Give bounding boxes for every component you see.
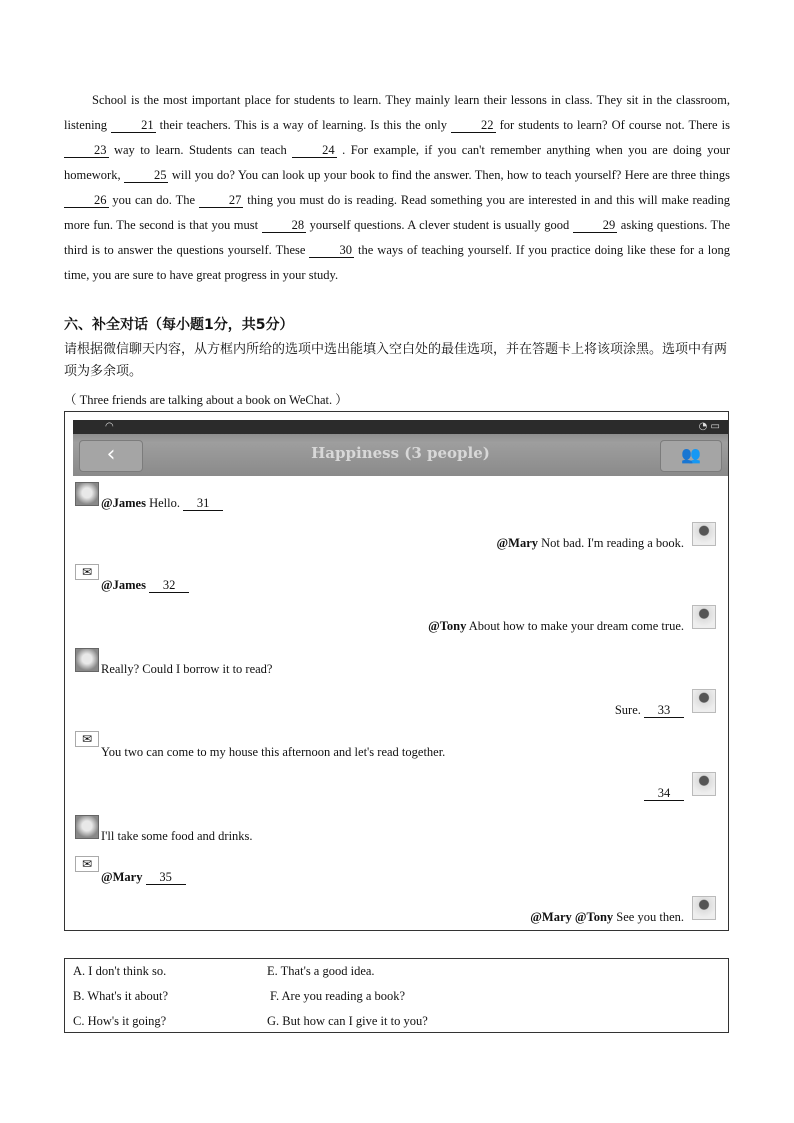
chat-message: Really? Could I borrow it to read? [101, 662, 273, 676]
blank-24: 24 [292, 143, 337, 158]
chat-message: @Mary Not bad. I'm reading a book. [496, 536, 684, 550]
avatar-tony-icon [692, 772, 716, 796]
blank-27: 27 [199, 193, 244, 208]
blank-23: 23 [64, 143, 109, 158]
avatar-james-icon [75, 482, 99, 506]
mention: @Tony [428, 619, 467, 633]
chat-header [73, 420, 728, 476]
wechat-screenshot [64, 411, 729, 931]
avatar-tony-icon [692, 605, 716, 629]
chat-message: I'll take some food and drinks. [101, 829, 253, 843]
options-box [64, 958, 729, 1033]
blank-21: 21 [111, 118, 156, 133]
option-a: A. I don't think so. [73, 964, 167, 978]
chat-message: @James Hello. 31 [101, 496, 223, 511]
chat-message: @Tony About how to make your dream come true. [428, 619, 684, 633]
avatar-tony-icon [692, 896, 716, 920]
section-instructions: 请根据微信聊天内容，从方框内所给的选项中选出能填入空白处的最佳选项，并在答题卡上将该项涂黑。选项中有两项为多余项。 [64, 342, 728, 379]
passage-paragraph: School is the most important place for students to learn. They mainly learn their lessons in class. They sit in the classroom, listening 21 their teachers. This is a way of learning. Is this the only 22 for students to learn? Of course not. There is 23 way to learn. Students can teach 24 . For example, if you can't remember anything when you are doing your homework, 25 will you do? You can look up your book to find the answer. Then, how to teach yourself? Here are three things 26 you can do. The 27 thing you must do is reading. Read something you are interested in and this will make reading more fun. The second is that you must 28 yourself questions. A clever student is usually good 29 asking questions. The third is to answer the questions yourself. These 30 the ways of teaching yourself. If you practice doing like these for a long time, you are sure to have great progress in your study. [64, 93, 730, 282]
avatar-james-icon [75, 815, 99, 839]
avatar-tony-icon [692, 689, 716, 713]
back-button[interactable]: ‹ [79, 440, 143, 472]
wifi-icon: ◠ [105, 421, 114, 432]
option-f: F. Are you reading a book? [270, 989, 406, 1003]
chat-message [644, 786, 684, 801]
battery-icon: ◔ ▭ [698, 421, 720, 432]
reading-passage [64, 88, 730, 288]
mention: @Mary @Tony [530, 910, 614, 924]
chat-message: You two can come to my house this afternoon and let's read together. [101, 745, 446, 759]
avatar-mary-icon: ✉ [75, 856, 99, 872]
blank-25: 25 [124, 168, 169, 183]
blank-34: 34 [644, 786, 684, 801]
blank-32: 32 [149, 578, 189, 593]
blank-30: 30 [309, 243, 354, 258]
status-bar [73, 420, 728, 434]
option-c: C. How's it going? [73, 1014, 167, 1028]
chat-message [101, 870, 186, 885]
section-title: 六、补全对话（每小题1分，共5分） [64, 317, 294, 333]
dialogue-context: （ Three friends are talking about a book on WeChat. ） [64, 393, 348, 407]
chat-message: Sure. 33 [615, 703, 684, 718]
blank-31: 31 [183, 496, 223, 511]
blank-28: 28 [262, 218, 307, 233]
mention: @Mary [496, 536, 539, 550]
blank-35: 35 [146, 870, 186, 885]
avatar-james-icon [75, 648, 99, 672]
chat-title: Happiness (3 people) [311, 444, 490, 462]
mention: @James [101, 578, 146, 592]
option-g: G. But how can I give it to you? [267, 1014, 428, 1028]
blank-26: 26 [64, 193, 109, 208]
group-members-button[interactable]: 👥 [660, 440, 722, 472]
chat-message [101, 578, 189, 593]
mention: @Mary [101, 870, 143, 884]
option-e: E. That's a good idea. [267, 964, 375, 978]
avatar-tony-icon [692, 522, 716, 546]
chat-message: @Mary @Tony See you then. [530, 910, 684, 924]
avatar-mary-icon: ✉ [75, 731, 99, 747]
blank-33: 33 [644, 703, 684, 718]
blank-29: 29 [573, 218, 618, 233]
option-b: B. What's it about? [73, 989, 169, 1003]
mention: @James [101, 496, 146, 510]
avatar-mary-icon: ✉ [75, 564, 99, 580]
blank-22: 22 [451, 118, 496, 133]
